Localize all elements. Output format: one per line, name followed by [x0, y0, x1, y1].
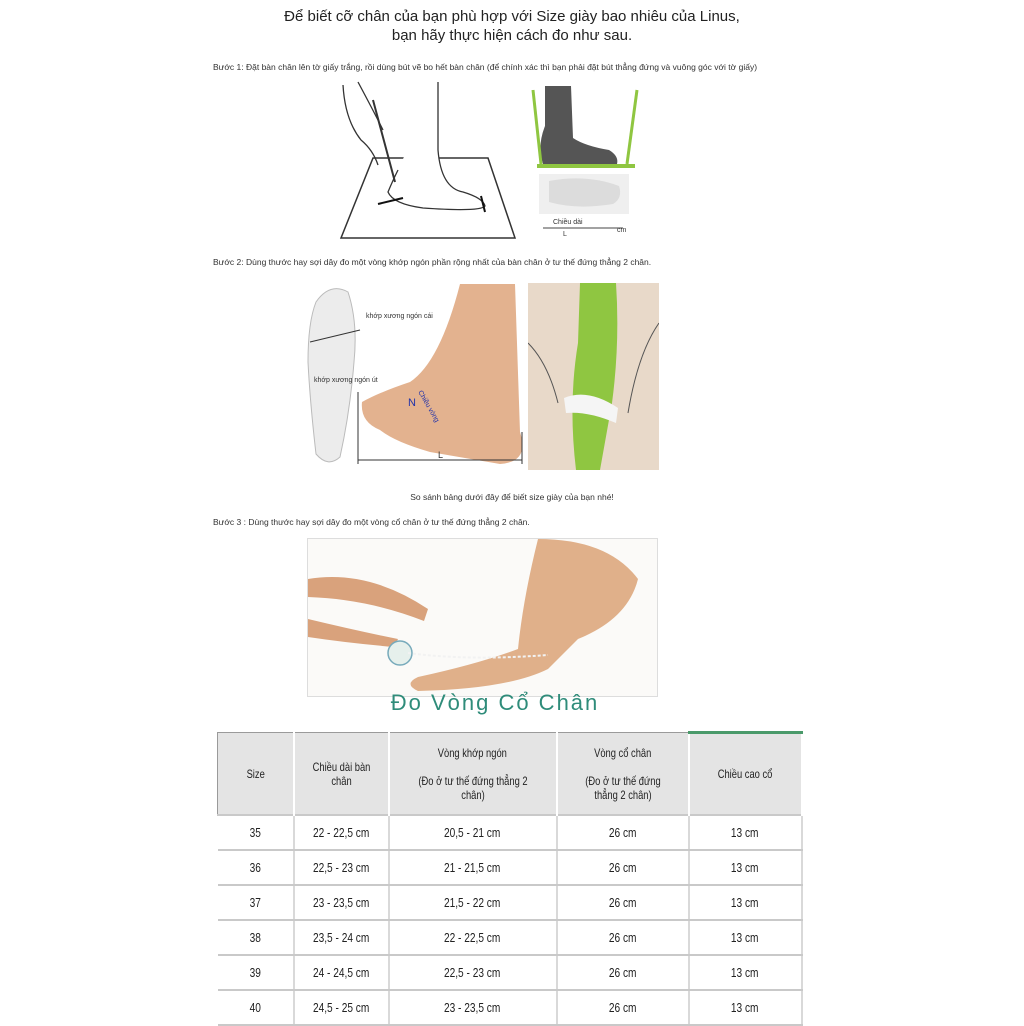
- size-table: [217, 731, 803, 1026]
- page-title-line2: bạn hãy thực hiện cách đo như sau.: [391, 27, 633, 44]
- table-row: [218, 920, 802, 955]
- cell-shaft-height: 13 cm: [689, 920, 802, 955]
- cell-ankle-girth: 26 cm: [557, 850, 689, 885]
- cell-foot-length: 24,5 - 25 cm: [294, 990, 389, 1025]
- length-label: Chiều dài: [553, 219, 583, 226]
- step1-text: Bước 1: Đặt bàn chân lên tờ giấy trắng, rồi dùng bút vẽ bo hết bàn chân (để chính xác thì bạn phải đặt bút thẳng đứng và vuông góc với tờ giấy): [213, 62, 758, 72]
- col-header-toe-girth: Vòng khớp ngón (Đo ở tư thế đứng thẳng 2 chân): [389, 733, 557, 816]
- cell-ankle-girth: 26 cm: [557, 815, 689, 850]
- cell-shaft-height: 13 cm: [689, 955, 802, 990]
- small-toe-joint-label: khớp xương ngón út: [314, 377, 378, 384]
- cell-shaft-height: 13 cm: [689, 990, 802, 1025]
- step3-text: Bước 3 : Dùng thước hay sợi dây đo một vòng cổ chân ở tư thế đứng thẳng 2 chân.: [213, 517, 530, 527]
- foot-length-letter: L: [438, 450, 444, 460]
- col-header-ankle-girth: Vòng cổ chân (Đo ở tư thế đứng thẳng 2 chân): [557, 733, 689, 816]
- cell-ankle-girth: 26 cm: [557, 990, 689, 1025]
- ankle-measure-photo: [307, 538, 658, 697]
- cell-ankle-girth: 26 cm: [557, 885, 689, 920]
- cell-foot-length: 22 - 22,5 cm: [294, 815, 389, 850]
- table-row: [218, 850, 802, 885]
- girth-label: Chiều vòng: [416, 389, 441, 424]
- col-header-shaft-height: Chiều cao cổ: [689, 733, 802, 816]
- cell-foot-length: 23,5 - 24 cm: [294, 920, 389, 955]
- cell-ankle-girth: 26 cm: [557, 955, 689, 990]
- toe-joint-illustration: [300, 282, 525, 472]
- length-letter: L: [563, 231, 567, 238]
- cell-shaft-height: 13 cm: [689, 885, 802, 920]
- trace-foot-illustration: [333, 80, 518, 240]
- cell-size: 40: [218, 990, 294, 1025]
- table-row: [218, 990, 802, 1025]
- cell-toe-girth: 22 - 22,5 cm: [389, 920, 557, 955]
- unit-cm-label: cm: [617, 227, 627, 234]
- cell-toe-girth: 21,5 - 22 cm: [389, 885, 557, 920]
- cell-size: 35: [218, 815, 294, 850]
- side-view-pens-illustration: [527, 86, 645, 240]
- table-row: [218, 885, 802, 920]
- cell-foot-length: 23 - 23,5 cm: [294, 885, 389, 920]
- cell-toe-girth: 22,5 - 23 cm: [389, 955, 557, 990]
- col-header-size: Size: [218, 733, 294, 816]
- cell-foot-length: 22,5 - 23 cm: [294, 850, 389, 885]
- table-row: [218, 815, 802, 850]
- girth-letter: N: [408, 397, 416, 409]
- col-header-foot-length: Chiều dài bàn chân: [294, 733, 389, 816]
- table-row: [218, 955, 802, 990]
- compare-note: So sánh bảng dưới đây để biết size giày của bạn nhé!: [410, 492, 614, 502]
- cell-shaft-height: 13 cm: [689, 815, 802, 850]
- cell-size: 39: [218, 955, 294, 990]
- page-title-line1: Để biết cỡ chân của bạn phù hợp với Size giày bao nhiêu của Linus,: [284, 8, 740, 25]
- step2-text: Bước 2: Dùng thước hay sợi dây đo một vòng khớp ngón phần rộng nhất của bàn chân ở tư thế đứng thẳng 2 chân.: [213, 257, 652, 267]
- cell-foot-length: 24 - 24,5 cm: [294, 955, 389, 990]
- cell-size: 37: [218, 885, 294, 920]
- ankle-caption: Đo Vòng Cổ Chân: [390, 690, 600, 715]
- cell-toe-girth: 21 - 21,5 cm: [389, 850, 557, 885]
- girth-measure-photo: [528, 283, 659, 470]
- cell-size: 38: [218, 920, 294, 955]
- table-header-row: [218, 733, 802, 816]
- cell-shaft-height: 13 cm: [689, 850, 802, 885]
- big-toe-joint-label: khớp xương ngón cái: [366, 313, 433, 320]
- cell-ankle-girth: 26 cm: [557, 920, 689, 955]
- cell-toe-girth: 23 - 23,5 cm: [389, 990, 557, 1025]
- cell-toe-girth: 20,5 - 21 cm: [389, 815, 557, 850]
- cell-size: 36: [218, 850, 294, 885]
